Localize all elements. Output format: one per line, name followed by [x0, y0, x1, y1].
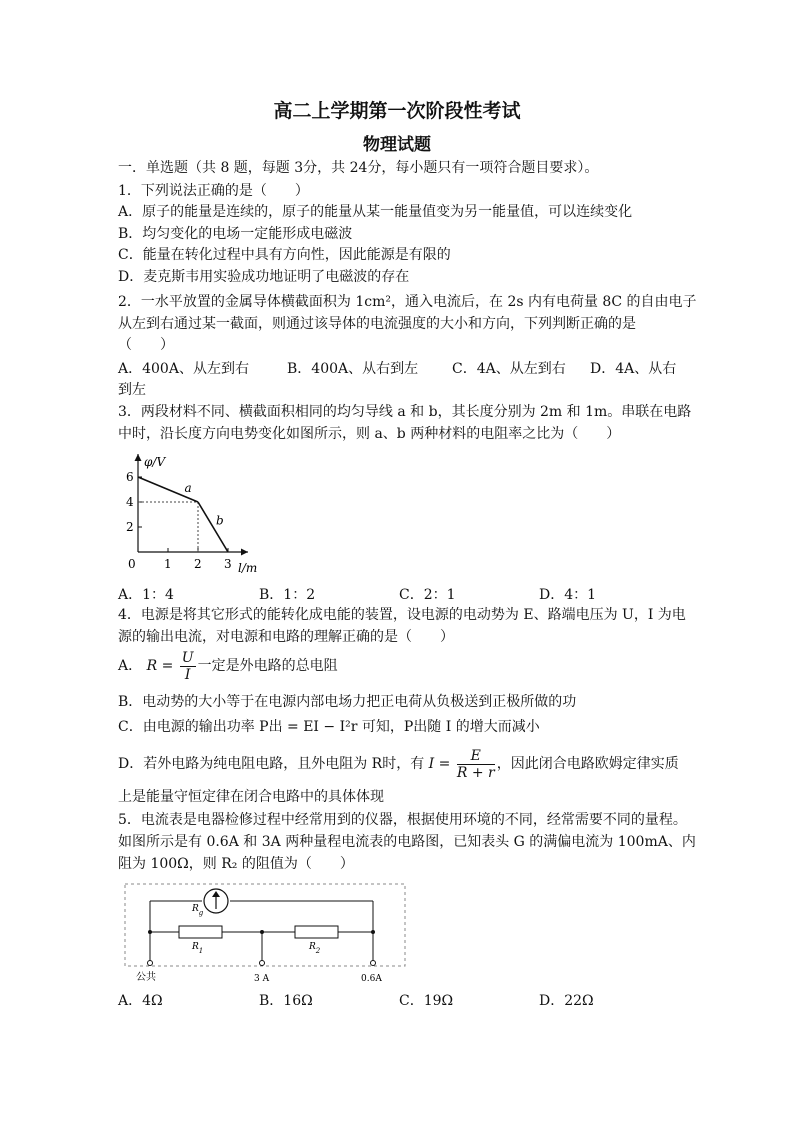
- q5-stem-line2: 如图所示是有 0.6A 和 3A 两种量程电流表的电路图，已知表头 G 的满偏电流为 100mA、内: [118, 834, 696, 850]
- graph-xtick-label: 1: [164, 557, 172, 571]
- graph-xlabel: l/m: [238, 561, 258, 575]
- circuit-dashed-frame: [125, 884, 405, 966]
- graph-ytick-label: 4: [126, 495, 134, 509]
- r1-label: $R_1$: [192, 942, 204, 955]
- q1-option-a: A．原子的能量是连续的，原子的能量从某一能量值变为另一能量值，可以连续变化: [118, 204, 633, 220]
- graph-xtick-label: 3: [224, 557, 232, 571]
- graph-ytick-label: 2: [126, 520, 134, 534]
- terminal-common-label: 公共: [136, 972, 156, 983]
- graph-ylabel: φ/V: [144, 455, 166, 469]
- terminal-3a: [260, 961, 265, 966]
- page-subtitle: 物理试题: [363, 135, 431, 155]
- q3-option-b: B．1：2: [259, 587, 316, 603]
- q5-stem-line1: 5．电流表是电器检修过程中经常用到的仪器，根据使用环境的不同，经常需要不同的量程。: [118, 812, 687, 828]
- q4-option-d-cont: 上是能量守恒定律在闭合电路中的具体体现: [118, 789, 384, 805]
- graph-label-b: b: [216, 513, 224, 528]
- q3-option-a: A．1：4: [118, 587, 174, 603]
- q5-stem-line3: 阻为 100Ω，则 R₂ 的阻值为（ ）: [118, 856, 354, 872]
- q4-a-R: R =: [146, 658, 174, 674]
- rg-label: $R_g$: [192, 904, 204, 917]
- q4-d-den: R + r: [456, 764, 495, 781]
- q4-d-tail: ，因此闭合电路欧姆定律实质: [496, 756, 679, 772]
- q1-stem: 1．下列说法正确的是（ ）: [118, 183, 309, 199]
- graph-ytick-label: 6: [126, 470, 134, 484]
- q2-option-c: C．4A、从左到右: [452, 361, 566, 377]
- q4-stem-line1: 4．电源是将其它形式的能转化成电能的装置，设电源的电动势为 E、路端电压为 U，I 为电: [118, 607, 686, 623]
- q4-a-den: I: [184, 666, 191, 683]
- graph-label-a: a: [184, 481, 192, 495]
- terminal-3a-label: 3 A: [254, 974, 270, 984]
- resistor-r1: [179, 926, 222, 938]
- q4-option-a: [118, 648, 338, 684]
- q5-option-a: A．4Ω: [118, 993, 163, 1009]
- section-heading: 一．单选题（共 8 题，每题 3分，共 24分，每小题只有一项符合题目要求）。: [118, 160, 599, 176]
- q4-a-prefix: A．: [118, 658, 143, 674]
- graph-xtick-label: 2: [194, 557, 202, 571]
- q4-a-fraction: [180, 650, 196, 683]
- q5-option-b: B．16Ω: [259, 993, 313, 1009]
- terminal-06a-label: 0.6A: [361, 974, 382, 984]
- q4-a-num: U: [181, 649, 194, 666]
- q3-option-d: D．4：1: [539, 587, 597, 603]
- q2-stem-line3: （ ）: [118, 337, 174, 353]
- q1-option-c: C．能量在转化过程中具有方向性，因此能源是有限的: [118, 247, 451, 263]
- q4-d-I: I =: [428, 756, 451, 772]
- q1-option-d: D．麦克斯韦用实验成功地证明了电磁波的存在: [118, 269, 410, 285]
- potential-graph: [112, 448, 292, 588]
- q2-option-d: D．4A、从右: [590, 361, 677, 377]
- page-title: 高二上学期第一次阶段性考试: [273, 100, 521, 122]
- resistor-r2: [295, 926, 338, 938]
- ammeter-circuit: [122, 880, 412, 985]
- q3-stem-line1: 3．两段材料不同、横截面积相同的均匀导线 a 和 b，其长度分别为 2m 和 1m。串联在电路: [118, 404, 692, 420]
- terminal-06a: [371, 961, 376, 966]
- junction-dot: [371, 930, 375, 934]
- q2-stem-line1: 2．一水平放置的金属导体横截面积为 1cm²，通入电流后，在 2s 内有电荷量 8C 的自由电子: [118, 294, 697, 310]
- graph-xtick-label: 0: [128, 557, 136, 571]
- q3-option-c: C．2：1: [399, 587, 456, 603]
- q1-option-b: B．均匀变化的电场一定能形成电磁波: [118, 226, 353, 242]
- q2-stem-line2: 从左到右通过某一截面，则通过该导体的电流强度的大小和方向，下列判断正确的是: [118, 316, 636, 332]
- q4-option-d: [118, 746, 679, 782]
- q4-d-fraction: [457, 748, 495, 781]
- q2-option-a: A．400A、从左到右: [118, 361, 249, 377]
- q3-stem-line2: 中时，沿长度方向电势变化如图所示，则 a、b 两种材料的电阻率之比为（ ）: [118, 426, 621, 442]
- q4-d-num: E: [457, 748, 495, 765]
- q4-stem-line2: 源的输出电流，对电源和电路的理解正确的是（ ）: [118, 629, 454, 645]
- r2-label: $R_2$: [309, 942, 321, 955]
- q5-option-c: C．19Ω: [399, 993, 454, 1009]
- junction-dot: [148, 930, 152, 934]
- q2-option-d-cont: 到左: [118, 382, 146, 398]
- q4-option-c: C．由电源的输出功率 P出 = EI − I²r 可知，P出随 I 的增大而减小: [118, 719, 540, 735]
- terminal-common: [148, 961, 153, 966]
- q4-a-tail: 一定是外电路的总电阻: [197, 658, 338, 674]
- q5-option-d: D．22Ω: [539, 993, 594, 1009]
- q4-d-prefix: D．若外电路为纯电阻电路，且外电阻为 R时，有: [118, 756, 425, 772]
- junction-dot: [260, 930, 264, 934]
- q4-option-b: B．电动势的大小等于在电源内部电场力把正电荷从负极送到正极所做的功: [118, 694, 577, 710]
- q2-option-b: B．400A、从右到左: [287, 361, 419, 377]
